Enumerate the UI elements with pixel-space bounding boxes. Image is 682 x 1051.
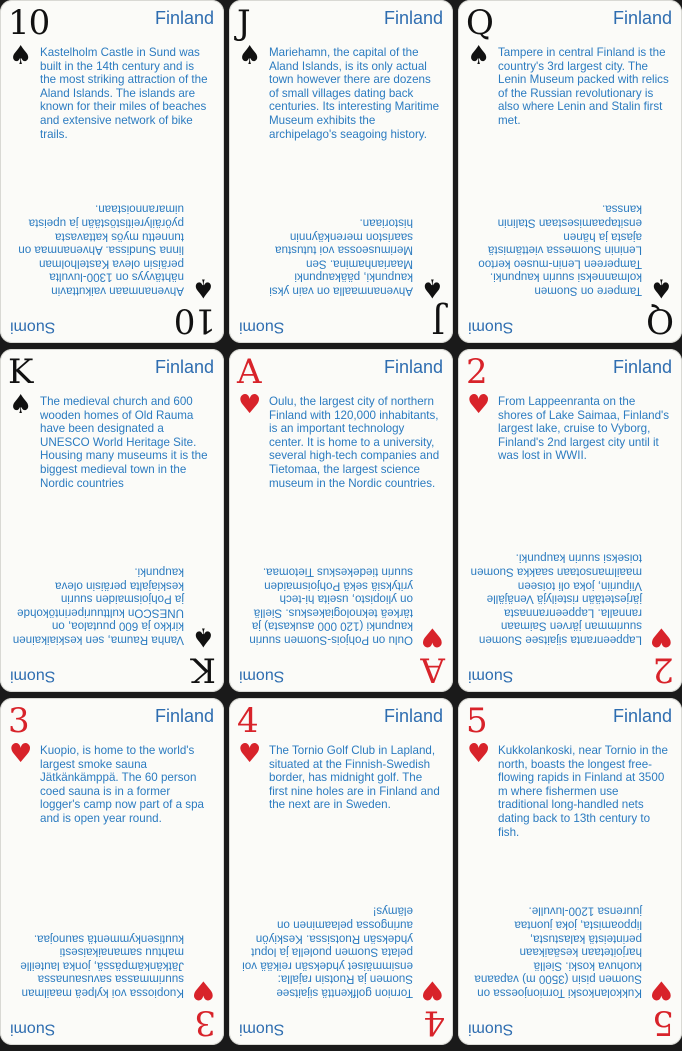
card-rank: Q — [466, 3, 493, 43]
heart-icon: ♥ — [9, 739, 33, 769]
card-top-half — [229, 349, 453, 521]
playing-card — [229, 698, 453, 1045]
card-rank: 5 — [466, 701, 487, 741]
card-rank-inverted: A — [421, 649, 445, 689]
card-description-fi: Ahvenanmaan vaikuttavin nähtävyys on 1300-luvulta peräisin oleva Kastelholman linna Sundissa. Ahvenanmaa on tunnettu myös kattavasta pyöräilyreitistöstään ja upeista uimarannoistaan. — [18, 202, 184, 297]
card-bottom-half — [229, 521, 453, 693]
card-description-en: Tampere in central Finland is the country's 3rd largest city. The Lenin Museum packed with relics of the Russian revolutionary is also where Lenin and Stalin first met. — [498, 46, 669, 127]
country-label-en: Finland — [383, 357, 443, 377]
country-label-fi: Suomi — [468, 318, 514, 335]
card-rank-inverted: 10 — [174, 300, 216, 340]
heart-icon: ♥ — [467, 390, 491, 420]
card-top-half — [0, 349, 224, 521]
card-rank-inverted: 2 — [653, 649, 674, 689]
card-description-fi: Tornion golfkenttä sijaitsee Suomen ja Ruotsin rajalla: ensimmäiset yhdeksän reikää voi pelata Suomen puolella ja loput yhdeksän Ruotsissa. Keskiyön auringossa pelaaminen on elämys! — [242, 904, 413, 999]
card-rank-inverted: K — [191, 649, 216, 689]
card-description-fi: Oulu on Pohjois-Suomen suurin kaupunki (120 000 asukasta) ja tärkeä teknologiakeskus. Siellä on yliopisto, useita hi-tech yrityksiä sekä Pohjoismaiden suurin tiedekeskus Tietomaa. — [249, 565, 413, 646]
heart-icon: ♥ — [420, 974, 444, 1004]
card-description-fi: Kuopiossa voi kylpeä maailman suurimmassa savusaunassa Jätkänkämpässä, jonka lauteille mahtuu samanaikaisesti kuutisenkymmentä saunojaa. — [20, 931, 184, 999]
country-label-fi: Suomi — [10, 318, 56, 335]
playing-card — [229, 349, 453, 692]
card-description-fi: Tampere on Suomen kolmanneksi suurin kaupunki. Tampereen Lenin-museo kertoo Leninin Suomessa viettämistä ajasta ja hänen ensitapaamisestaan Stalinin kanssa. — [478, 202, 642, 297]
card-bottom-half — [229, 872, 453, 1046]
card-bottom-half — [458, 872, 682, 1046]
card-rank-inverted: J — [432, 300, 445, 340]
country-label-fi: Suomi — [239, 318, 285, 335]
playing-card — [458, 0, 682, 343]
card-description-en: The medieval church and 600 wooden homes of Old Rauma have been designated a UNESCO World Heritage Site. Housing many museums it is the biggest medieval town in the Nordic countries — [40, 395, 208, 490]
card-rank-inverted: 4 — [424, 1002, 445, 1042]
card-bottom-half — [0, 872, 224, 1046]
heart-icon: ♥ — [467, 739, 491, 769]
country-label-en: Finland — [154, 706, 214, 726]
card-bottom-half — [0, 521, 224, 693]
card-rank: 3 — [8, 701, 29, 741]
card-description-en: The Tornio Golf Club in Lapland, situated at the Finnish-Swedish border, has midnight golf. The first nine holes are in Finland and the next are in Sweden. — [269, 744, 440, 812]
playing-card — [0, 349, 224, 692]
card-description-en: Kuopio, is home to the world's largest smoke sauna Jätkänkämppä. The 60 person coed sauna is in a former logger's camp now part of a spa and is open year round. — [40, 744, 204, 825]
card-description-en: Kastelholm Castle in Sund was built in the 14th century and is the most striking attraction of the Aland Islands. The islands are known for their miles of beaches and extensive network of bike trails. — [40, 46, 208, 141]
card-rank-inverted: 3 — [195, 1002, 216, 1042]
country-label-en: Finland — [383, 8, 443, 28]
spade-icon: ♠ — [191, 272, 215, 302]
card-top-half — [458, 349, 682, 521]
heart-icon: ♥ — [649, 621, 673, 651]
card-top-half — [0, 698, 224, 872]
spade-icon: ♠ — [191, 621, 215, 651]
card-rank: 2 — [466, 352, 487, 392]
card-rank: A — [237, 352, 261, 392]
card-top-half — [229, 698, 453, 872]
playing-card — [229, 0, 453, 343]
card-description-en: Oulu, the largest city of northern Finland with 120,000 inhabitants, is an important technology center. It is home to a university, several high-tech companies and Tietomaa, the largest science museum in the Nordic countries. — [269, 395, 440, 490]
playing-card — [458, 349, 682, 692]
card-description-fi: Vanha Rauma, sen keskiaikainen kirkko ja 600 puutaloa, on UNESCOn kulttuuriperintökohde ja Pohjoismaiden suurin keskiajalta peräisin oleva kaupunki. — [12, 565, 184, 646]
card-rank: 10 — [8, 3, 50, 43]
heart-icon: ♥ — [420, 621, 444, 651]
card-description-en: Mariehamn, the capital of the Aland Islands, is its only actual town however there are dozens of small villages dating back centuries. Its interesting Maritime Museum exhibits the archipelago's seagoing history. — [269, 46, 440, 141]
card-rank-inverted: 5 — [653, 1002, 674, 1042]
spade-icon: ♠ — [467, 41, 491, 71]
card-bottom-half — [229, 172, 453, 344]
card-description-en: Kukkolankoski, near Tornio in the north, boasts the longest free-flowing rapids in Finland at 3500 m where fishermen use traditional long-handled nets dating back to 13th century to fish. — [498, 744, 668, 839]
heart-icon: ♥ — [649, 974, 673, 1004]
spade-icon: ♠ — [649, 272, 673, 302]
card-rank-inverted: Q — [647, 300, 674, 340]
card-description-fi: Ahvenanmaalla on vain yksi kaupunki, pääkaupunki Maarianhamina. Sen Merimuseossa voi tutustua saariston merenkäynnin historiaan. — [269, 216, 413, 297]
card-top-half — [0, 0, 224, 172]
card-top-half — [458, 698, 682, 872]
heart-icon: ♥ — [191, 974, 215, 1004]
spade-icon: ♠ — [9, 41, 33, 71]
country-label-en: Finland — [612, 706, 672, 726]
card-description-en: From Lappeenranta on the shores of Lake Saimaa, Finland's largest lake, cruise to Vyborg, Finland's 2nd largest city until it was lost in WWII. — [498, 395, 670, 463]
country-label-en: Finland — [612, 357, 672, 377]
country-label-en: Finland — [383, 706, 443, 726]
country-label-fi: Suomi — [239, 667, 285, 684]
country-label-en: Finland — [154, 8, 214, 28]
country-label-en: Finland — [612, 8, 672, 28]
country-label-fi: Suomi — [239, 1020, 285, 1037]
playing-card — [458, 698, 682, 1045]
card-rank: K — [8, 352, 33, 392]
card-bottom-half — [458, 521, 682, 693]
card-rank: J — [237, 3, 250, 43]
playing-card — [0, 0, 224, 343]
country-label-en: Finland — [154, 357, 214, 377]
card-description-fi: Lappeenranta sijaitsee Suomen suurimman järven Saimaan rannalla. Lappeenrannasta järjestetään risteilyjä Venäjälle Viipuriin, joka oli toiseen maailmansotaan saakka Suomen toiseksi suurin kaupunki. — [470, 551, 642, 646]
heart-icon: ♥ — [238, 739, 262, 769]
card-bottom-half — [458, 172, 682, 344]
card-bottom-half — [0, 172, 224, 344]
country-label-fi: Suomi — [468, 1020, 514, 1037]
spade-icon: ♠ — [420, 272, 444, 302]
spade-icon: ♠ — [9, 390, 33, 420]
spade-icon: ♠ — [238, 41, 262, 71]
card-description-fi: Kukkolankoski Tornionjoessa on Suomen pisin (3500 m) vapaana kuohuva koski. Siellä harjoitetaan kesäaikaan perinteistä kalastusta, lippoamista, joka juontaa juurensa 1200-luvulle. — [474, 904, 642, 999]
country-label-fi: Suomi — [10, 1020, 56, 1037]
card-rank: 4 — [237, 701, 258, 741]
country-label-fi: Suomi — [468, 667, 514, 684]
heart-icon: ♥ — [238, 390, 262, 420]
playing-card — [0, 698, 224, 1045]
card-top-half — [458, 0, 682, 172]
country-label-fi: Suomi — [10, 667, 56, 684]
card-top-half — [229, 0, 453, 172]
